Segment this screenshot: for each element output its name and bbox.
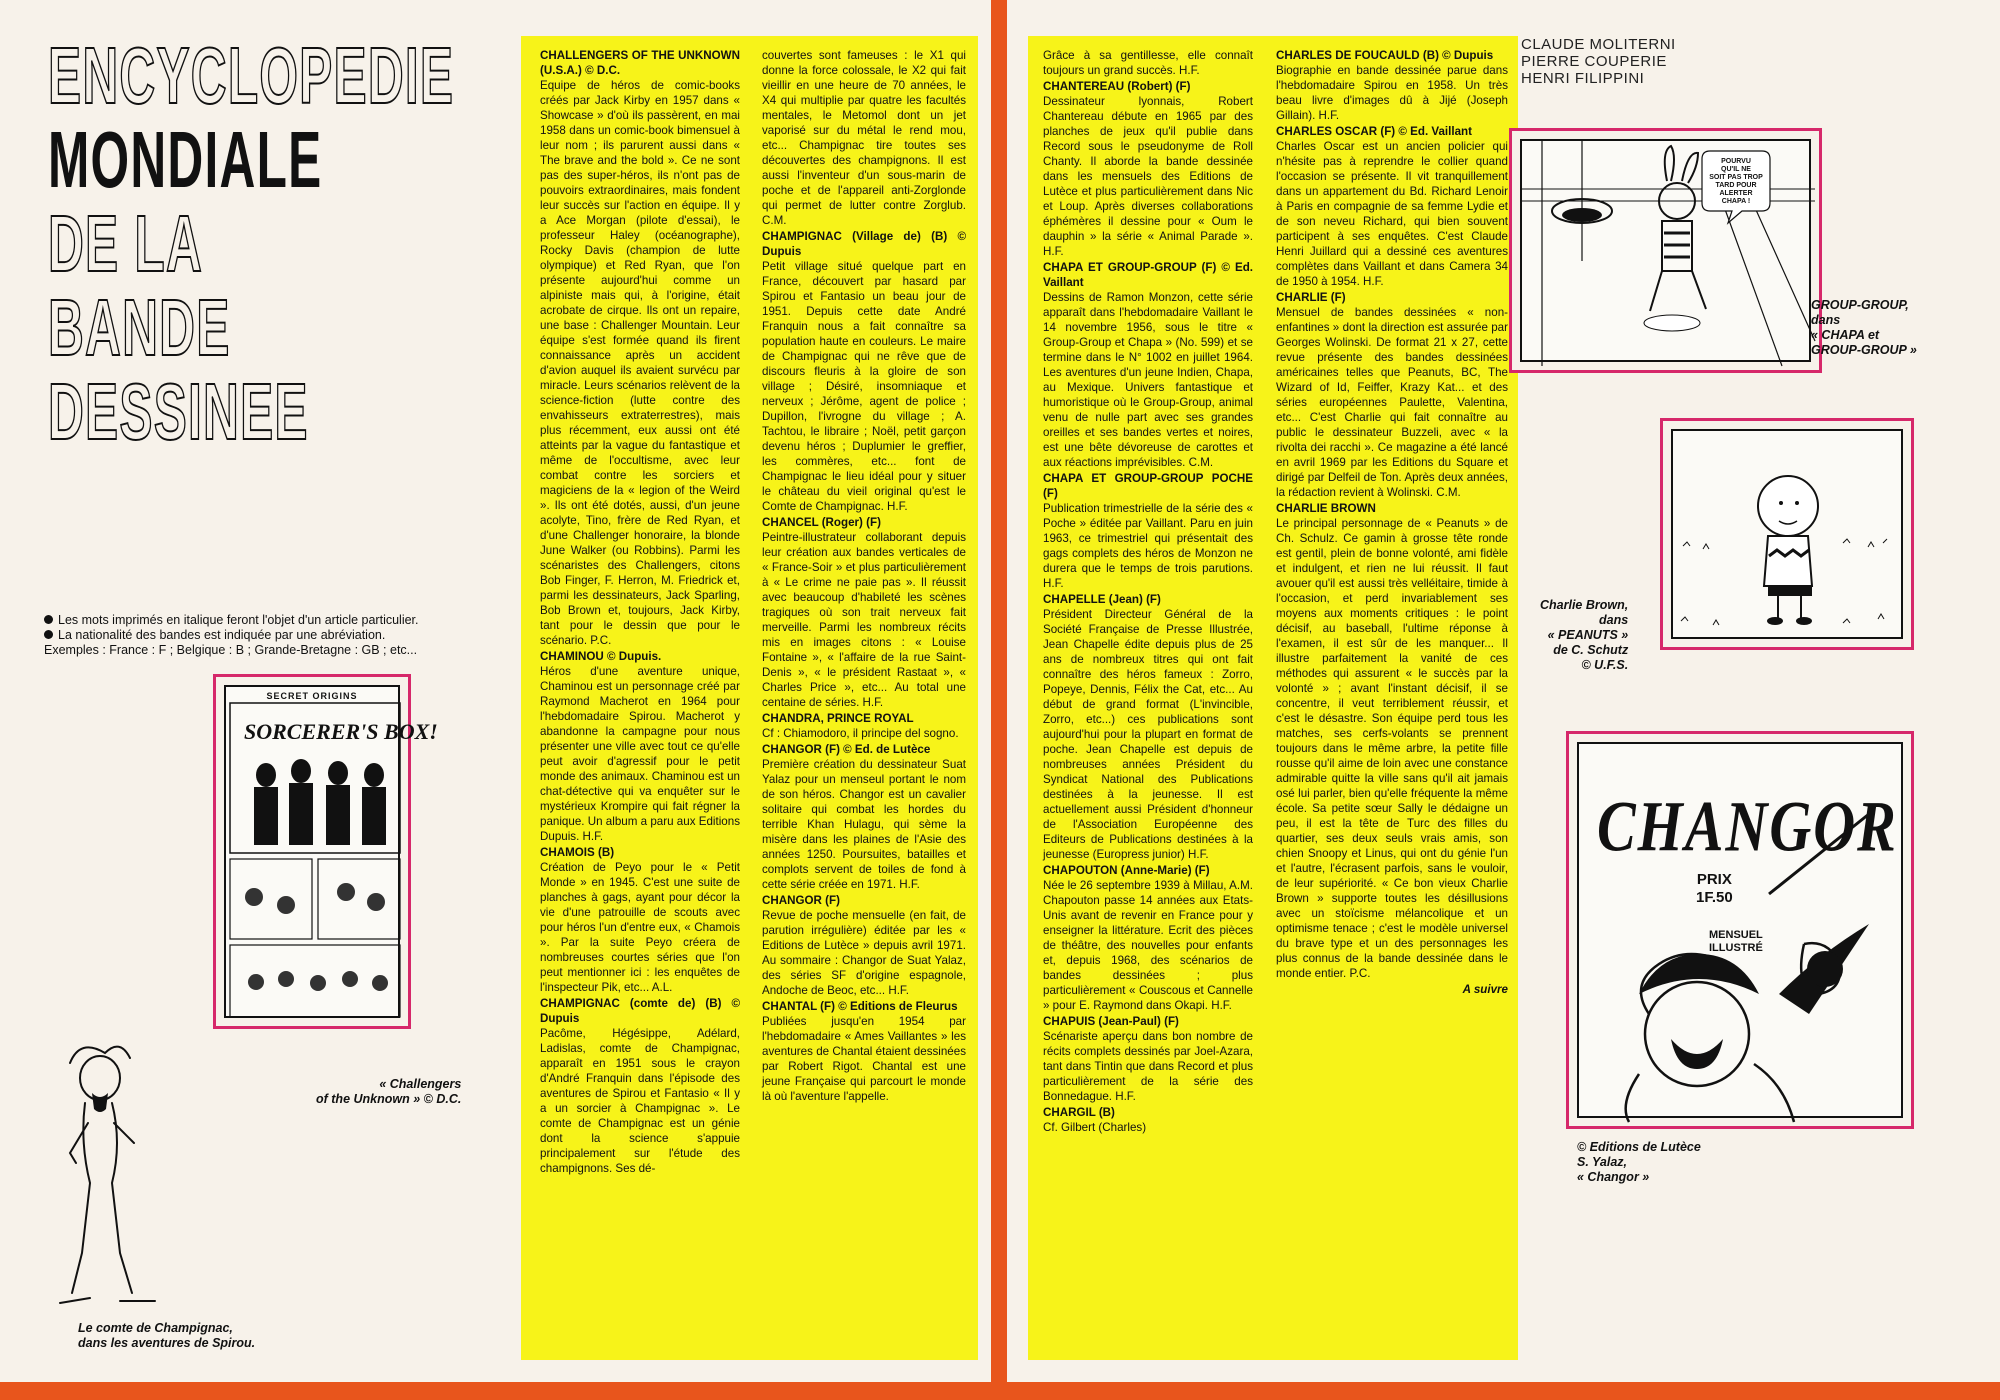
encyclopedia-entry bbox=[1276, 124, 1508, 289]
author-name: HENRI FILIPPINI bbox=[1521, 70, 1645, 87]
entry-headword: CHAPOUTON (Anne-Marie) (F) bbox=[1043, 864, 1210, 877]
title-line-dessinee: DESSINEE bbox=[48, 367, 309, 456]
entry-text: Mensuel de bandes dessinées « non-enfantines » dont la direction est assurée par Georges Wolinski. De format 21 x 27, cette revue présente des bandes dessinées américaines telles que Peanuts, BC, The Wizard of Id, Feiffer, Krazy Kat... et des séries européennes Paulette, Valentina, etc... C'est Charlie qui fait connaître au public le dessinateur Buzzeli, avec « la rivolta dei racchi ». Ce magazine a été lancé en avril 1969 par les Editions du Square et dirigé par Delfeil de Ton. Après deux années, la rédaction revient à Wolinski. C.M. bbox=[1276, 306, 1508, 499]
bullet-icon bbox=[44, 630, 53, 639]
title-line-mondiale: MONDIALE bbox=[48, 115, 323, 204]
entry-headword: CHANGOR (F) © Ed. de Lutèce bbox=[762, 743, 931, 756]
encyclopedia-entry bbox=[762, 999, 966, 1104]
note-examples: Exemples : France : F ; Belgique : B ; Grande-Bretagne : GB ; etc... bbox=[44, 643, 418, 657]
title-line-de-la: DE LA bbox=[48, 199, 203, 288]
authors-credits bbox=[1521, 36, 1676, 87]
entry-text: Dessins de Ramon Monzon, cette série apparaît dans l'hebdomadaire Vaillant le 14 novembre 1956, sous le titre « Group-Group et Chapa » (No. 599) et se termine dans le N° 1002 en juillet 1964. Les aventures d'un jeune Indien, Chapa, au Mexique. Univers fantastique et humoristique où le Group-Group, animal venu de nulle part avec ses grandes oreilles et ses bandes vertes et noires, est une bête dévoreuse de carottes et aux réactions imprévisibles. C.M. bbox=[1043, 291, 1253, 469]
entry-text: couvertes sont fameuses : le X1 qui donne la force colossale, le X2 qui fait vieillir en une heure de 70 années, le X4 qui multiplie par quatre les facultés mentales, le Metomol dont un jet vaporisé sur du métal le rend mou, etc... Champignac tire toutes ses découvertes des champignons. Il est aussi l'inventeur d'un sous-marin de poche et de l'appareil anti-Zorglonde qui permet de lutter contre Zorglub. C.M. bbox=[762, 49, 966, 227]
encyclopedia-entry bbox=[1043, 48, 1253, 78]
encyclopedia-entry bbox=[1043, 79, 1253, 259]
caption-challengers: « Challengers of the Unknown » © D.C. bbox=[316, 1077, 462, 1106]
secret-origins-label: SECRET ORIGINS bbox=[266, 691, 358, 701]
text-column-4 bbox=[1276, 48, 1508, 1358]
entry-headword: CHAMOIS (B) bbox=[540, 846, 615, 859]
encyclopedia-entry bbox=[1276, 982, 1508, 997]
comic-panels-drawing bbox=[226, 687, 438, 1022]
entry-headword: CHAPUIS (Jean-Paul) (F) bbox=[1043, 1015, 1179, 1028]
text-column-1 bbox=[540, 48, 740, 1358]
group-group-art bbox=[1520, 139, 1811, 362]
entry-headword: CHARLIE BROWN bbox=[1276, 502, 1376, 515]
entry-text: Biographie en bande dessinée parue dans l'hebdomadaire Spirou en 1958. Un très beau livre d'images dû à Jijé (Joseph Gillain). H.F. bbox=[1276, 64, 1508, 122]
entry-headword: CHAPELLE (Jean) (F) bbox=[1043, 593, 1161, 606]
author-name: PIERRE COUPERIE bbox=[1521, 53, 1667, 70]
changor-cover-panel bbox=[1566, 731, 1914, 1129]
bubble-line: SOIT PAS TROP bbox=[1709, 174, 1763, 181]
title-line-encyclopedie: ENCYCLOPEDIE bbox=[48, 31, 455, 120]
changor-mensuel-label: MENSUEL ILLUSTRÉ bbox=[1709, 929, 1763, 954]
encyclopedia-entry bbox=[762, 48, 966, 228]
charlie-brown-art bbox=[1671, 429, 1903, 639]
group-group-panel bbox=[1509, 128, 1822, 373]
entry-headword: CHAMINOU © Dupuis. bbox=[540, 650, 662, 663]
challengers-comic-cover bbox=[213, 674, 438, 1029]
caption-champignac: Le comte de Champignac, dans les aventures de Spirou. bbox=[78, 1321, 256, 1350]
entry-text: Dessinateur lyonnais, Robert Chantereau débute en 1965 par des planches de jeux qu'il publie dans Record sous le pseudonyme de Roll Chanty. Il aborde la bande dessinée dans les mensuels des Editions de Lutèce et plus particulièrement dans Nic et Loup. Après diverses collaborations éphémères il dessine pour « Oum le dauphin » la série « Animal Parade ». H.F. bbox=[1043, 95, 1253, 258]
bullet-icon bbox=[44, 615, 53, 624]
author-name: CLAUDE MOLITERNI bbox=[1521, 36, 1676, 53]
entry-text: Héros d'une aventure unique, Chaminou est un personnage créé par Raymond Macherot en 1964 pour l'hebdomadaire Spirou. Macherot y abandonne la campagne pour nous présenter une ville avec tout ce qu'elle peut avoir d'agressif pour le petit monde des animaux. Chaminou est un chat-détective qui va enquêter sur le mystérieux Krompire qui fait régner la panique. Un album a paru aux Editions Dupuis. H.F. bbox=[540, 665, 740, 843]
page-gutter bbox=[991, 0, 1007, 1400]
encyclopedia-title bbox=[48, 31, 508, 456]
encyclopedia-entry bbox=[762, 229, 966, 514]
bubble-line: ALERTER bbox=[1719, 190, 1753, 197]
encyclopedia-entry bbox=[1043, 260, 1253, 470]
bubble-line: TARD POUR bbox=[1715, 182, 1757, 189]
entry-text: Peintre-illustrateur collaborant depuis leur création aux bandes verticales de « France-Soir » et plus particulièrement à « Le crime ne paie pas ». Il réussit avec beaucoup d'habileté les scènes tragiques où son trait nerveux fait merveille. Parmi les nombreux récits mis en images citons : « Louise Fontaine », « l'affaire de la rue Saint-Denis », « le président Rastaat », « Charles Price », etc... Au total une centaine de séries. H.F. bbox=[762, 531, 966, 709]
charlie-brown-panel bbox=[1660, 418, 1914, 650]
entry-text: Président Directeur Général de la Société Française de Presse Illustrée, Jean Chapelle édite depuis plus de 25 ans de nombreux titres qui ont fait connaître des héros fameux : Zorro, Popeye, Dennis, Félix the Cat, etc... Au début de grand format (L'invincible, Zorro, etc...) ces publications sont aujourd'hui pour la plupart en format de poche. Jean Chapelle est depuis de nombreuses années Président du Syndicat National des Publications destinées à la jeunesse. Il est actuellement aussi Président d'honneur de l'Association Européenne des Editeurs de Publications destinées à la jeunesse (Europress junior) H.F. bbox=[1043, 608, 1253, 861]
encyclopedia-entry bbox=[1043, 592, 1253, 862]
entry-text: Revue de poche mensuelle (en fait, de parution irrégulière) éditée par les « Editions de Lutèce » depuis avril 1971. Au sommaire : Changor de Suat Yalaz, des séries SF d'origine espagnole, Andoche de Beoc, etc... H.F. bbox=[762, 909, 966, 997]
entry-text: Pacôme, Hégésippe, Adélard, Ladislas, comte de Champignac, apparaît en 1951 sous le crayon d'André Franquin dans l'épisode des aventures de Spirou et Fantasio « Il y a un sorcier à Champignac ». Le comte de Champignac est un génie dont la science s'appuie principalement sur l'étude des champignons. Ses dé- bbox=[540, 1027, 740, 1175]
entry-headword: CHARLIE (F) bbox=[1276, 291, 1346, 304]
changor-price-label: PRIX 1F.50 bbox=[1696, 871, 1733, 906]
sorcerers-box-text: SORCERER'S BOX! bbox=[244, 719, 438, 744]
encyclopedia-entry bbox=[762, 711, 966, 741]
entry-headword: CHANTAL (F) © Editions de Fleurus bbox=[762, 1000, 958, 1013]
entry-text: Publiées jusqu'en 1954 par l'hebdomadaire « Ames Vaillantes » les aventures de Chantal étaient dessinées par Robert Rigot. Chantal est une jeune Française qui parcourt le monde là où l'aventure l'appelle. bbox=[762, 1015, 966, 1103]
encyclopedia-entry bbox=[1276, 290, 1508, 500]
entry-text: Grâce à sa gentillesse, elle connaît toujours un grand succès. H.F. bbox=[1043, 49, 1253, 77]
encyclopedia-entry bbox=[762, 515, 966, 710]
entry-text: Charles Oscar est un ancien policier qui n'hésite pas à reprendre le collier quand l'occasion se présente. Il vit tranquillement dans un appartement du Bd. Richard Lenoir à Paris en compagnie de sa femme Lydie et de son neveu Richard, qui bien souvent participent à ses enquêtes. C'est Claude Henri Juillard qui a dessiné ces aventures complètes dans Vaillant et dans Camera 34 de 1950 à 1954. H.F. bbox=[1276, 140, 1508, 288]
bubble-line: CHAPA ! bbox=[1721, 198, 1751, 205]
entry-text: Cf. Gilbert (Charles) bbox=[1043, 1121, 1147, 1134]
caption-group-group: GROUP-GROUP, dans « CHAPA et GROUP-GROUP » bbox=[1811, 298, 1917, 357]
entry-text: Equipe de héros de comic-books créés par Jack Kirby en 1957 dans « Showcase » d'où ils passèrent, en mai 1958 dans un comic-book bimensuel à leur nom ; ils parurent aussi dans « The brave and the bold ». Ce ne sont pas des super-héros, ils n'ont pas de pouvoirs extraordinaires, mais fondent leur succès sur l'action en équipe. Il y a Ace Morgan (pilote d'essai), le professeur Haley (océanographe), Rocky Davis (champion de lutte olympique) et Red Ryan, que l'on présente aujourd'hui comme un alpiniste mais qui, à l'origine, était acrobate de cirque. Ils ont un repaire, une base : Challenger Mountain. Leur équipe s'est formée quand ils firent connaissance après un accident d'avion auquel ils avaient survécu par miracle. Leurs scénarios relèvent de la science-fiction (lutte contre des envahisseurs extraterrestres), mais plus récemment, eux aussi ont été atteints par la vague du fantastique et même de l'occultisme, avec leur combat contre les sorciers et magiciens de la « legion of the Weird ». Ils ont été dotés, aussi, d'un jeune acolyte, Tino, frère de Red Ryan, et d'une Challenger honoraire, la blonde June Walker (ou Robbins). Parmi les scénaristes des Challengers, citons Bob Finger, F. Herron, M. Friedrick et, parmi les dessinateurs, Jack Sparling, Bob Brown et, toujours, Jack Kirby, tant pour le dessin que pour le scénario. P.C. bbox=[540, 79, 740, 647]
encyclopedia-entry bbox=[1043, 471, 1253, 591]
encyclopedia-entry bbox=[1043, 863, 1253, 1013]
text-column-2 bbox=[762, 48, 966, 1358]
encyclopedia-entry bbox=[762, 742, 966, 892]
entry-headword: CHANTEREAU (Robert) (F) bbox=[1043, 80, 1191, 93]
encyclopedia-entry bbox=[1043, 1105, 1253, 1135]
entry-text: Cf : Chiamodoro, il principe del sogno. bbox=[762, 727, 959, 740]
entry-text: Publication trimestrielle de la série des « Poche » éditée par Vaillant. Paru en juin 1963, ce trimestriel qui présentait des gags complets des héros de Monzon ne durera que le temps de trois parutions. H.F. bbox=[1043, 502, 1253, 590]
reading-notes bbox=[44, 613, 514, 658]
changor-cover-art bbox=[1577, 742, 1903, 1118]
encyclopedia-entry bbox=[540, 48, 740, 648]
entry-headword: CHARGIL (B) bbox=[1043, 1106, 1115, 1119]
entry-text: A suivre bbox=[1462, 983, 1508, 996]
note-nationality: La nationalité des bandes est indiquée par une abréviation. bbox=[44, 628, 514, 643]
entry-text: Le principal personnage de « Peanuts » de Ch. Schulz. Ce gamin à grosse tête ronde est gentil, plein de bonne volonté, ami fidèle et indulgent, et rien ne lui réussit. Il faut avouer qu'il est aussi très velléitaire, timide à l'occasion, et perd invariablement ses moyens aux moments critiques : le point décisif, au baseball, l'ultime réponse à l'examen, il est sûr de les manquer... Il illustre parfaitement la vanité de ces méthodes qui assurent « le succès par la volonté » ; avant l'instant décisif, il se concentre, il veut terriblement réussir, et c'est le désastre. Son équipe perd tous les matches, ses cerfs-volants se prennent toujours dans le même arbre, la petite fille rousse qu'il aime de loin avec une constance admirable quitte la ville sans qu'il ait jamais osé lui parler, bien qu'elle fréquente la même école. Sa petite sœur Sally le dédaigne un peu, il est la tête de Turc des filles du quartier, ses deux seuls vrais amis, son chien Snoopy et Linus, qui ont du génie l'un et l'autre, l'écrasent parfois, sans le vouloir, de leur supériorité. « Ce bon vieux Charlie Brown » supporte toutes les désillusions avec un stoïcisme mélancolique et un optimisme tenace ; c'est le modèle universel du brave type et un des personnages les plus connus de la bande dessinée dans le monde entier. P.C. bbox=[1276, 517, 1508, 980]
entry-text: Scénariste aperçu dans bon nombre de récits complets dessinés par Joel-Azara, tant dans Tintin que dans Record et plus particulièrement de la série des Bonnedague. H.F. bbox=[1043, 1030, 1253, 1103]
entry-headword: CHARLES DE FOUCAULD (B) © Dupuis bbox=[1276, 49, 1494, 62]
entry-text: Née le 26 septembre 1939 à Millau, A.M. Chapouton passe 14 années aux Etats-Unis avant de revenir en France pour y enseigner la littérature. Ecrit des pièces de théâtre, des nouvelles pour enfants et, depuis 1968, des scénarios de bandes dessinées ; plus particulièrement « Couscous et Cannelle » pour E. Raymond dans Okapi. H.F. bbox=[1043, 879, 1253, 1012]
encyclopedia-entry bbox=[1043, 1014, 1253, 1104]
bubble-line: POURVU bbox=[1721, 158, 1751, 165]
entry-text: Création de Peyo pour le « Petit Monde » en 1945. C'est une suite de planches à gags, ayant pour décor la vie d'une patrouille de scouts avec pour héros l'un d'entre eux, « Chamois ». Par la suite Peyo créera de nombreuses courtes séries que l'on peut mentionner ici : les enquêtes de l'inspecteur Pik, etc... A.L. bbox=[540, 861, 740, 994]
encyclopedia-entry bbox=[762, 893, 966, 998]
entry-text: Première création du dessinateur Suat Yalaz pour un menseul portant le nom de son héros. Changor est un cavalier solitaire qui combat les hordes du terrible Khan Hulagu, qui sème la misère dans les plaines de l'Asie des années 1250. Poursuites, batailles et complots servent de toiles de fond à cette série créée en 1971. H.F. bbox=[762, 758, 966, 891]
caption-changor: © Editions de Lutèce S. Yalaz, « Changor » bbox=[1577, 1140, 1701, 1184]
bubble-line: QU'IL NE bbox=[1721, 166, 1751, 173]
entry-headword: CHAMPIGNAC (Village de) (B) © Dupuis bbox=[762, 230, 966, 258]
entry-headword: CHAPA ET GROUP-GROUP POCHE (F) bbox=[1043, 472, 1253, 500]
note-italic: Les mots imprimés en italique feront l'objet d'un article particulier. bbox=[44, 613, 514, 628]
entry-headword: CHANGOR (F) bbox=[762, 894, 840, 907]
encyclopedia-entry bbox=[1276, 48, 1508, 123]
entry-headword: CHARLES OSCAR (F) © Ed. Vaillant bbox=[1276, 125, 1472, 138]
encyclopedia-entry bbox=[540, 996, 740, 1176]
changor-warrior-drawing bbox=[1579, 744, 1907, 1122]
text-column-3 bbox=[1043, 48, 1253, 1358]
encyclopedia-entry bbox=[540, 649, 740, 844]
comic-cover-art bbox=[224, 685, 438, 1018]
charlie-brown-drawing bbox=[1673, 431, 1907, 643]
entry-text: Petit village situé quelque part en France, découvert par hasard par Spirou et Fantasio un beau jour de 1951. Depuis cette date André Franquin nous a fait connaître sa population haute en couleurs. Le maire de Champignac qui ne rêve que de discours fleuris à la gloire de son village ; Désiré, insomniaque et nerveux ; Jérôme, agent de police ; Dupillon, l'ivrogne du village ; A. Tachtou, le libraire ; Noël, petit garçon devenu héros ; Duplumier le greffier, les commères, etc... font de Champignac le lieu idéal pour y situer le château du vieil original qu'est le Comte de Champignac. H.F. bbox=[762, 260, 966, 513]
count-champignac-drawing bbox=[40, 1033, 170, 1308]
entry-headword: CHAMPIGNAC (comte de) (B) © Dupuis bbox=[540, 997, 740, 1025]
changor-logo: CHANGOR bbox=[1597, 785, 1898, 867]
encyclopedia-entry bbox=[540, 845, 740, 995]
caption-charlie-brown: Charlie Brown, dans « PEANUTS » de C. Schutz © U.F.S. bbox=[1540, 598, 1629, 672]
entry-headword: CHANDRA, PRINCE ROYAL bbox=[762, 712, 914, 725]
entry-headword: CHALLENGERS OF THE UNKNOWN (U.S.A.) © D.C. bbox=[540, 49, 740, 77]
entry-headword: CHANCEL (Roger) (F) bbox=[762, 516, 881, 529]
encyclopedia-entry bbox=[1276, 501, 1508, 981]
title-line-bande: BANDE bbox=[48, 283, 231, 372]
entry-headword: CHAPA ET GROUP-GROUP (F) © Ed. Vaillant bbox=[1043, 261, 1253, 289]
group-group-drawing bbox=[1522, 141, 1815, 366]
